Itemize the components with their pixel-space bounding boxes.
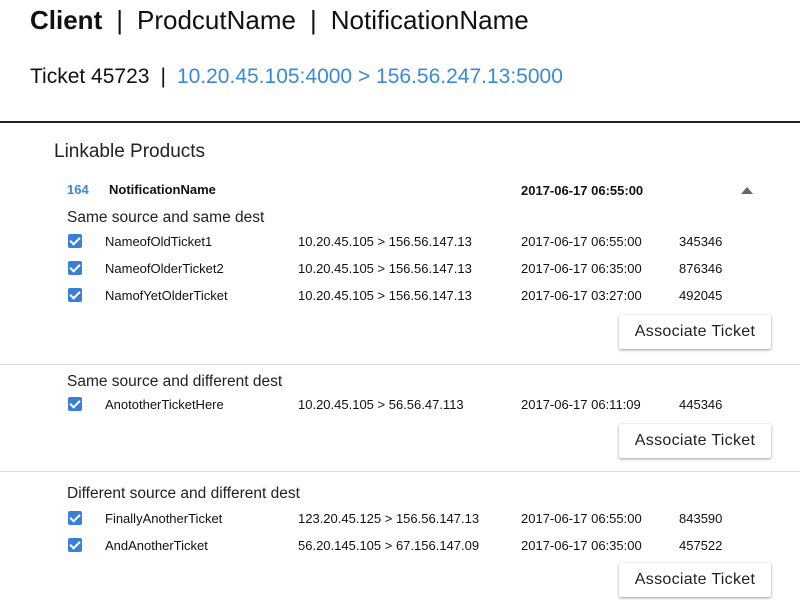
notification-name: NotificationName bbox=[330, 5, 529, 35]
ticket-name: AnototherTicketHere bbox=[105, 397, 224, 412]
ticket-time: 2017-06-17 06:35:00 bbox=[521, 538, 642, 553]
ticket-id: 876346 bbox=[679, 261, 723, 276]
ticket-route: 10.20.45.105 > 156.56.147.13 bbox=[298, 288, 472, 303]
row-checkbox[interactable] bbox=[68, 288, 82, 302]
ticket-label: Ticket 45723 bbox=[30, 65, 150, 88]
client-name: Client bbox=[30, 5, 103, 35]
associate-ticket-button[interactable]: Associate Ticket bbox=[619, 563, 771, 597]
row-checkbox[interactable] bbox=[68, 511, 82, 525]
ticket-route: 10.20.45.105 > 156.56.147.13 bbox=[298, 234, 472, 249]
ticket-route: 56.20.145.105 > 67.156.147.09 bbox=[298, 538, 480, 553]
table-row bbox=[0, 509, 800, 529]
section-divider bbox=[0, 364, 800, 365]
ticket-separator: | bbox=[160, 65, 166, 88]
ticket-id: 457522 bbox=[679, 538, 723, 553]
ticket-route: 10.20.45.105 > 156.56.147.13 bbox=[298, 261, 472, 276]
ticket-name: FinallyAnotherTicket bbox=[105, 511, 223, 526]
associate-ticket-button[interactable]: Associate Ticket bbox=[619, 315, 771, 349]
ticket-time: 2017-06-17 06:11:09 bbox=[521, 397, 641, 412]
section-divider bbox=[0, 471, 800, 472]
panel-title: Linkable Products bbox=[54, 141, 206, 162]
table-row bbox=[0, 395, 800, 415]
ticket-id: 345346 bbox=[679, 234, 723, 249]
ticket-id: 492045 bbox=[679, 288, 723, 303]
ticket-time: 2017-06-17 06:35:00 bbox=[521, 261, 642, 276]
ticket-route: 123.20.45.125 > 156.56.147.13 bbox=[298, 511, 480, 526]
title-line bbox=[30, 4, 529, 36]
summary-name: NotificationName bbox=[109, 182, 216, 197]
ticket-name: NameofOlderTicket2 bbox=[105, 261, 224, 276]
ticket-name: NameofOldTicket1 bbox=[105, 234, 213, 249]
ticket-id: 843590 bbox=[679, 511, 723, 526]
ticket-name: NamofYetOlderTicket bbox=[105, 288, 228, 303]
collapse-up-icon[interactable] bbox=[741, 187, 753, 194]
table-row bbox=[0, 259, 800, 279]
ticket-id: 445346 bbox=[679, 397, 723, 412]
notification-summary[interactable] bbox=[0, 180, 800, 200]
row-checkbox[interactable] bbox=[68, 538, 82, 552]
summary-time: 2017-06-17 06:55:00 bbox=[521, 183, 644, 198]
ticket-time: 2017-06-17 06:55:00 bbox=[521, 234, 642, 249]
ticket-name: AndAnotherTicket bbox=[105, 538, 208, 553]
ticket-route: 10.20.45.105 > 56.56.47.113 bbox=[298, 397, 464, 412]
table-row bbox=[0, 536, 800, 556]
table-row bbox=[0, 286, 800, 306]
row-checkbox[interactable] bbox=[68, 234, 82, 248]
title-separator: | bbox=[309, 5, 317, 35]
product-name: ProdcutName bbox=[137, 5, 296, 35]
section-title: Different source and different dest bbox=[67, 485, 300, 502]
ticket-time: 2017-06-17 03:27:00 bbox=[521, 288, 642, 303]
ticket-route: 10.20.45.105:4000 > 156.56.247.13:5000 bbox=[176, 65, 563, 88]
ticket-line bbox=[30, 63, 563, 91]
row-checkbox[interactable] bbox=[68, 261, 82, 275]
ticket-time: 2017-06-17 06:55:00 bbox=[521, 511, 642, 526]
section-title: Same source and different dest bbox=[67, 373, 283, 390]
section-title: Same source and same dest bbox=[67, 209, 265, 226]
row-checkbox[interactable] bbox=[68, 397, 82, 411]
title-separator: | bbox=[116, 5, 123, 35]
summary-count: 164 bbox=[67, 182, 89, 197]
header-divider bbox=[0, 121, 800, 123]
associate-ticket-button[interactable]: Associate Ticket bbox=[619, 424, 771, 458]
table-row bbox=[0, 232, 800, 252]
